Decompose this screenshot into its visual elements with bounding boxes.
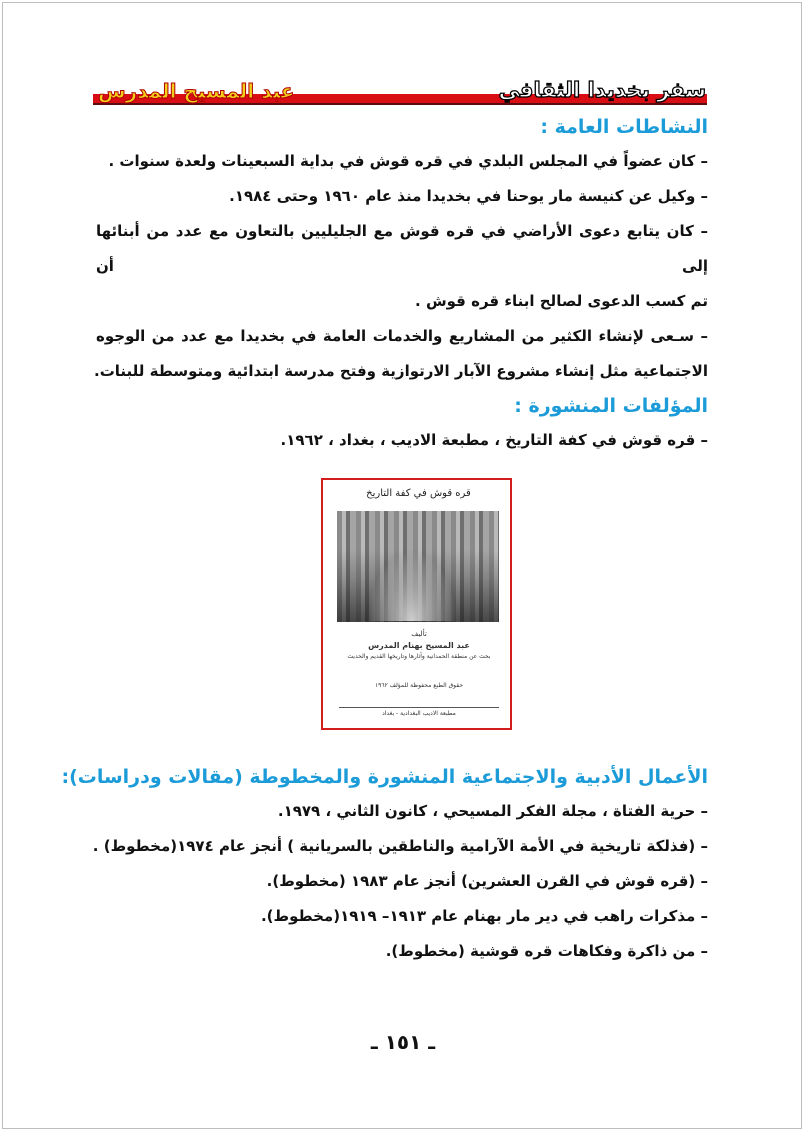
general-item-4-cont: الاجتماعية مثل إنشاء مشروع الآبار الارتوازية وفتح مدرسة ابتدائية ومتوسطة للبنات. [94,362,708,380]
published-item-1: – قره قوش في كفة التاريخ ، مطبعة الاديب ، بغداد ، ١٩٦٢. [280,431,708,449]
book-cover-author: عبد المسيح بهنام المدرس [368,641,470,650]
header-book-title: سفر بخديدا الثقافي [498,78,706,102]
works-item-2: – (فذلكة تاريخية في الأمة الآرامية والناطقين بالسريانية ) أنجز عام ١٩٧٤(مخطوط) . [92,837,708,855]
works-item-3: – (قره قوش في القرن العشرين) أنجز عام ١٩٨٣ (مخطوط). [266,872,708,890]
general-item-3-cont: تم كسب الدعوى لصالح ابناء قره قوش . [415,292,708,310]
heading-published-works: المؤلفات المنشورة : [514,395,708,417]
works-item-4: – مذكرات راهب في دير مار بهنام عام ١٩١٣– ١٩١٩(مخطوط). [260,907,708,925]
general-item-3: – كان يتابع دعوى الأراضي في قره قوش مع الجليليين بالتعاون مع عدد من أبنائها إلى أن [96,222,708,275]
works-content [61,760,708,969]
page-header [0,0,806,110]
general-item-1: – كان عضواً في المجلس البلدي في قره قوش في بداية السبعينات ولعدة سنوات . [108,152,708,170]
header-author-name: عبد المسيح المدرس [98,79,295,103]
heading-literary-works: الأعمال الأدبية والاجتماعية المنشورة والمخطوطة (مقالات ودراسات): [61,766,708,788]
book-cover-footer: مطبعة الاديب البغدادية - بغداد [339,707,499,717]
general-item-4: – سـعى لإنشاء الكثير من المشاريع والخدمات العامة في بخديدا مع عدد من الوجوه [96,327,708,345]
book-cover-image [321,478,512,730]
general-item-2: – وكيل عن كنيسة مار يوحنا في بخديدا منذ عام ١٩٦٠ وحتى ١٩٨٤. [229,187,708,205]
book-cover-description: بحث عن منطقة الحمدانية وآثارها وتاريخها القديم والحديث [347,653,491,660]
page-number: ـ ١٥١ ـ [370,1030,436,1054]
main-content [96,110,708,458]
works-item-1: – حرية الفتاة ، مجلة الفكر المسيحي ، كانون الثاني ، ١٩٧٩. [277,802,708,820]
book-cover-photo [337,511,499,622]
book-cover-rights: حقوق الطبع محفوظة للمؤلف ١٩٦٢ [374,682,464,689]
works-item-5: – من ذاكرة وفكاهات قره قوشية (مخطوط). [385,942,708,960]
book-cover-author-label: تأليف [411,630,427,638]
book-cover-title: قره قوش في كفة التاريخ [366,488,471,499]
heading-general-activities: النشاطات العامة : [540,116,708,138]
header-bar-shadow [93,103,707,105]
